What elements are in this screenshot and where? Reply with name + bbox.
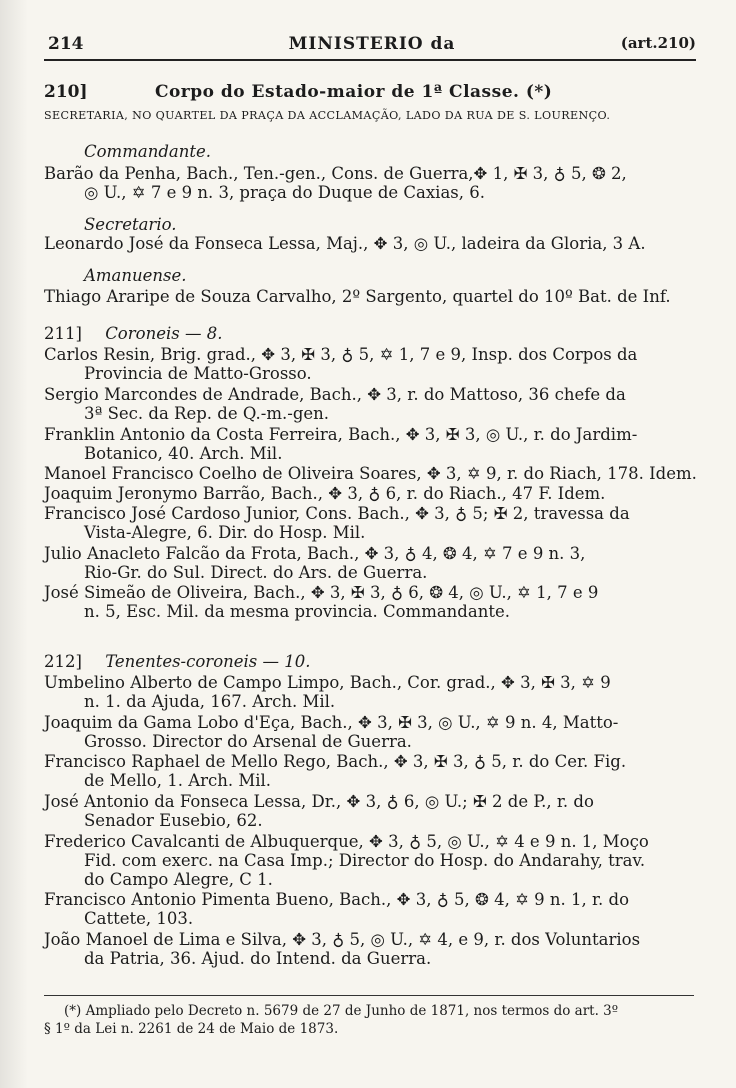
page-spine-shadow — [0, 0, 28, 1088]
page-number: 214 — [48, 34, 84, 54]
entry-line: Francisco José Cardoso Junior, Cons. Bach., ✥ 3, ♁ 5; ✠ 2, travessa da — [44, 504, 630, 523]
section-210-title — [44, 82, 552, 102]
role-amanuense: Amanuense. — [84, 266, 187, 285]
page-header — [48, 34, 696, 56]
entry-line: Francisco Antonio Pimenta Bueno, Bach., ✥ 3, ♁ 5, ❂ 4, ✡ 9 n. 1, r. do — [44, 890, 630, 909]
section-number: 212] — [44, 652, 82, 671]
footnote-rule — [44, 995, 694, 996]
entry-line: Grosso. Director do Arsenal de Guerra. — [84, 732, 412, 751]
section-211-heading — [44, 324, 222, 343]
entry-line: Fid. com exerc. na Casa Imp.; Director do Hosp. do Andarahy, trav. — [84, 851, 646, 870]
entry-line: Provincia de Matto-Grosso. — [84, 364, 312, 383]
entry-line: José Antonio da Fonseca Lessa, Dr., ✥ 3, ♁ 6, ◎ U.; ✠ 2 de P., r. do — [44, 792, 594, 811]
entry-line: 3ª Sec. da Rep. de Q.-m.-gen. — [84, 404, 330, 423]
entry-line: Rio-Gr. do Sul. Direct. do Ars. de Guerra. — [84, 563, 428, 582]
entry-line: de Mello, 1. Arch. Mil. — [84, 771, 272, 790]
article-reference: (art.210) — [620, 34, 696, 52]
section-heading: Corpo do Estado-maior de 1ª Classe. (*) — [154, 82, 553, 102]
role-commandante: Commandante. — [84, 142, 211, 161]
entry-line: Franklin Antonio da Costa Ferreira, Bach., ✥ 3, ✠ 3, ◎ U., r. do Jardim- — [44, 425, 638, 444]
section-heading: Coroneis — 8. — [105, 324, 223, 343]
entry-line: Frederico Cavalcanti de Albuquerque, ✥ 3, ♁ 5, ◎ U., ✡ 4 e 9 n. 1, Moço — [44, 832, 649, 851]
entry-line: Manoel Francisco Coelho de Oliveira Soares, ✥ 3, ✡ 9, r. do Riach, 178. Idem. — [44, 464, 697, 483]
entry-line: Cattete, 103. — [84, 909, 194, 928]
running-title: MINISTERIO da — [288, 34, 456, 54]
entry-line: Leonardo José da Fonseca Lessa, Maj., ✥ 3, ◎ U., ladeira da Gloria, 3 A. — [44, 234, 646, 253]
entry-line: do Campo Alegre, C 1. — [84, 870, 273, 889]
footnote-line: (*) Ampliado pelo Decreto n. 5679 de 27 de Junho de 1871, nos termos do art. 3º — [64, 1003, 619, 1019]
section-address: SECRETARIA, NO QUARTEL DA PRAÇA DA ACCLAMAÇÃO, LADO DA RUA DE S. LOURENÇO. — [44, 108, 611, 122]
entry-line: n. 1. da Ajuda, 167. Arch. Mil. — [84, 692, 336, 711]
entry-line: Carlos Resin, Brig. grad., ✥ 3, ✠ 3, ♁ 5, ✡ 1, 7 e 9, Insp. dos Corpos da — [44, 345, 638, 364]
entry-line: Vista-Alegre, 6. Dir. do Hosp. Mil. — [84, 523, 366, 542]
entry-line: Joaquim Jeronymo Barrão, Bach., ✥ 3, ♁ 6, r. do Riach., 47 F. Idem. — [44, 484, 606, 503]
entry-line: Francisco Raphael de Mello Rego, Bach., ✥ 3, ✠ 3, ♁ 5, r. do Cer. Fig. — [44, 752, 627, 771]
entry-line: Joaquim da Gama Lobo d'Eça, Bach., ✥ 3, ✠ 3, ◎ U., ✡ 9 n. 4, Matto- — [44, 713, 619, 732]
entry-line: Thiago Araripe de Souza Carvalho, 2º Sargento, quartel do 10º Bat. de Inf. — [44, 287, 671, 306]
entry-line: n. 5, Esc. Mil. da mesma provincia. Commandante. — [84, 602, 510, 621]
section-212-heading — [44, 652, 311, 671]
role-secretario: Secretario. — [84, 215, 177, 234]
section-heading: Tenentes-coroneis — 10. — [105, 652, 311, 671]
entry-line: Barão da Penha, Bach., Ten.-gen., Cons. de Guerra,✥ 1, ✠ 3, ♁ 5, ❂ 2, — [44, 164, 627, 183]
entry-line: da Patria, 36. Ajud. do Intend. da Guerra. — [84, 949, 432, 968]
entry-line: Umbelino Alberto de Campo Limpo, Bach., Cor. grad., ✥ 3, ✠ 3, ✡ 9 — [44, 673, 611, 692]
entry-line: Sergio Marcondes de Andrade, Bach., ✥ 3, r. do Mattoso, 36 chefe da — [44, 385, 626, 404]
entry-line: José Simeão de Oliveira, Bach., ✥ 3, ✠ 3, ♁ 6, ❂ 4, ◎ U., ✡ 1, 7 e 9 — [44, 583, 599, 602]
section-number: 210] — [44, 82, 88, 102]
header-rule — [44, 59, 696, 61]
section-number: 211] — [44, 324, 82, 343]
entry-line: João Manoel de Lima e Silva, ✥ 3, ♁ 5, ◎ U., ✡ 4, e 9, r. dos Voluntarios — [44, 930, 641, 949]
entry-line: Botanico, 40. Arch. Mil. — [84, 444, 283, 463]
footnote-line: § 1º da Lei n. 2261 de 24 de Maio de 1873. — [44, 1021, 339, 1037]
entry-line: ◎ U., ✡ 7 e 9 n. 3, praça do Duque de Caxias, 6. — [84, 183, 485, 202]
entry-line: Senador Eusebio, 62. — [84, 811, 263, 830]
entry-line: Julio Anacleto Falcão da Frota, Bach., ✥ 3, ♁ 4, ❂ 4, ✡ 7 e 9 n. 3, — [44, 544, 586, 563]
